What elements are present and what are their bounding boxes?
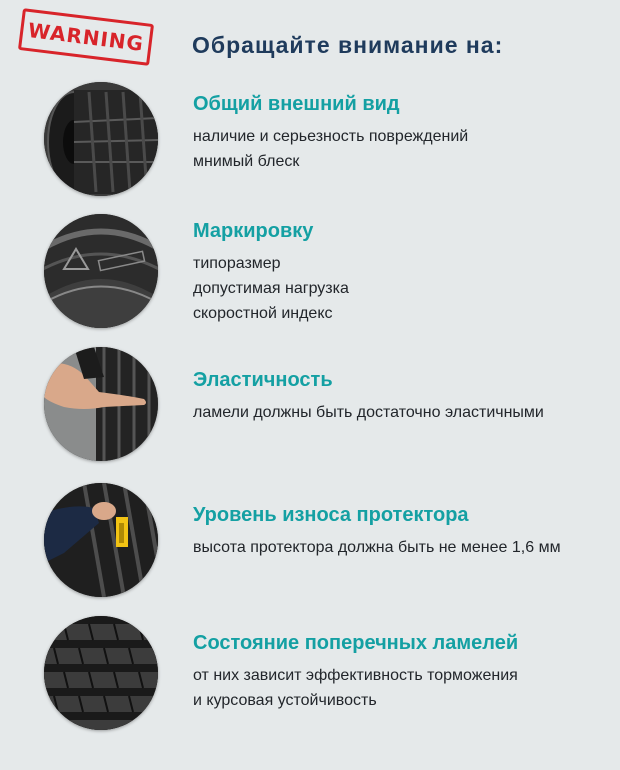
item-heading: Уровень износа протектора xyxy=(193,504,469,526)
item-line: высота протектора должна быть не менее 1,6 мм xyxy=(193,539,561,556)
finger-press-tread-icon xyxy=(44,347,158,461)
item-line: и курсовая устойчивость xyxy=(193,692,377,709)
item-line: допустимая нагрузка xyxy=(193,280,349,297)
tire-sidewall-marking-icon xyxy=(44,214,158,328)
item-line: от них зависит эффективность торможения xyxy=(193,667,518,684)
page-title: Обращайте внимание на: xyxy=(192,32,504,58)
item-line: скоростной индекс xyxy=(193,305,333,322)
item-line: наличие и серьезность повреждений xyxy=(193,128,469,145)
item-heading: Маркировку xyxy=(193,220,314,242)
tread-depth-gauge-icon xyxy=(44,483,158,597)
item-line: ламели должны быть достаточно эластичными xyxy=(193,404,544,421)
item-line: типоразмер xyxy=(193,255,281,272)
item-heading: Общий внешний вид xyxy=(193,93,400,115)
item-heading: Эластичность xyxy=(193,369,333,391)
tread-sipes-icon xyxy=(44,616,158,730)
warning-stamp-label: WARNING xyxy=(26,17,146,57)
warning-stamp xyxy=(18,8,154,66)
tire-stack-icon xyxy=(44,82,158,196)
item-line: мнимый блеск xyxy=(193,153,300,170)
item-heading: Состояние поперечных ламелей xyxy=(193,632,519,654)
